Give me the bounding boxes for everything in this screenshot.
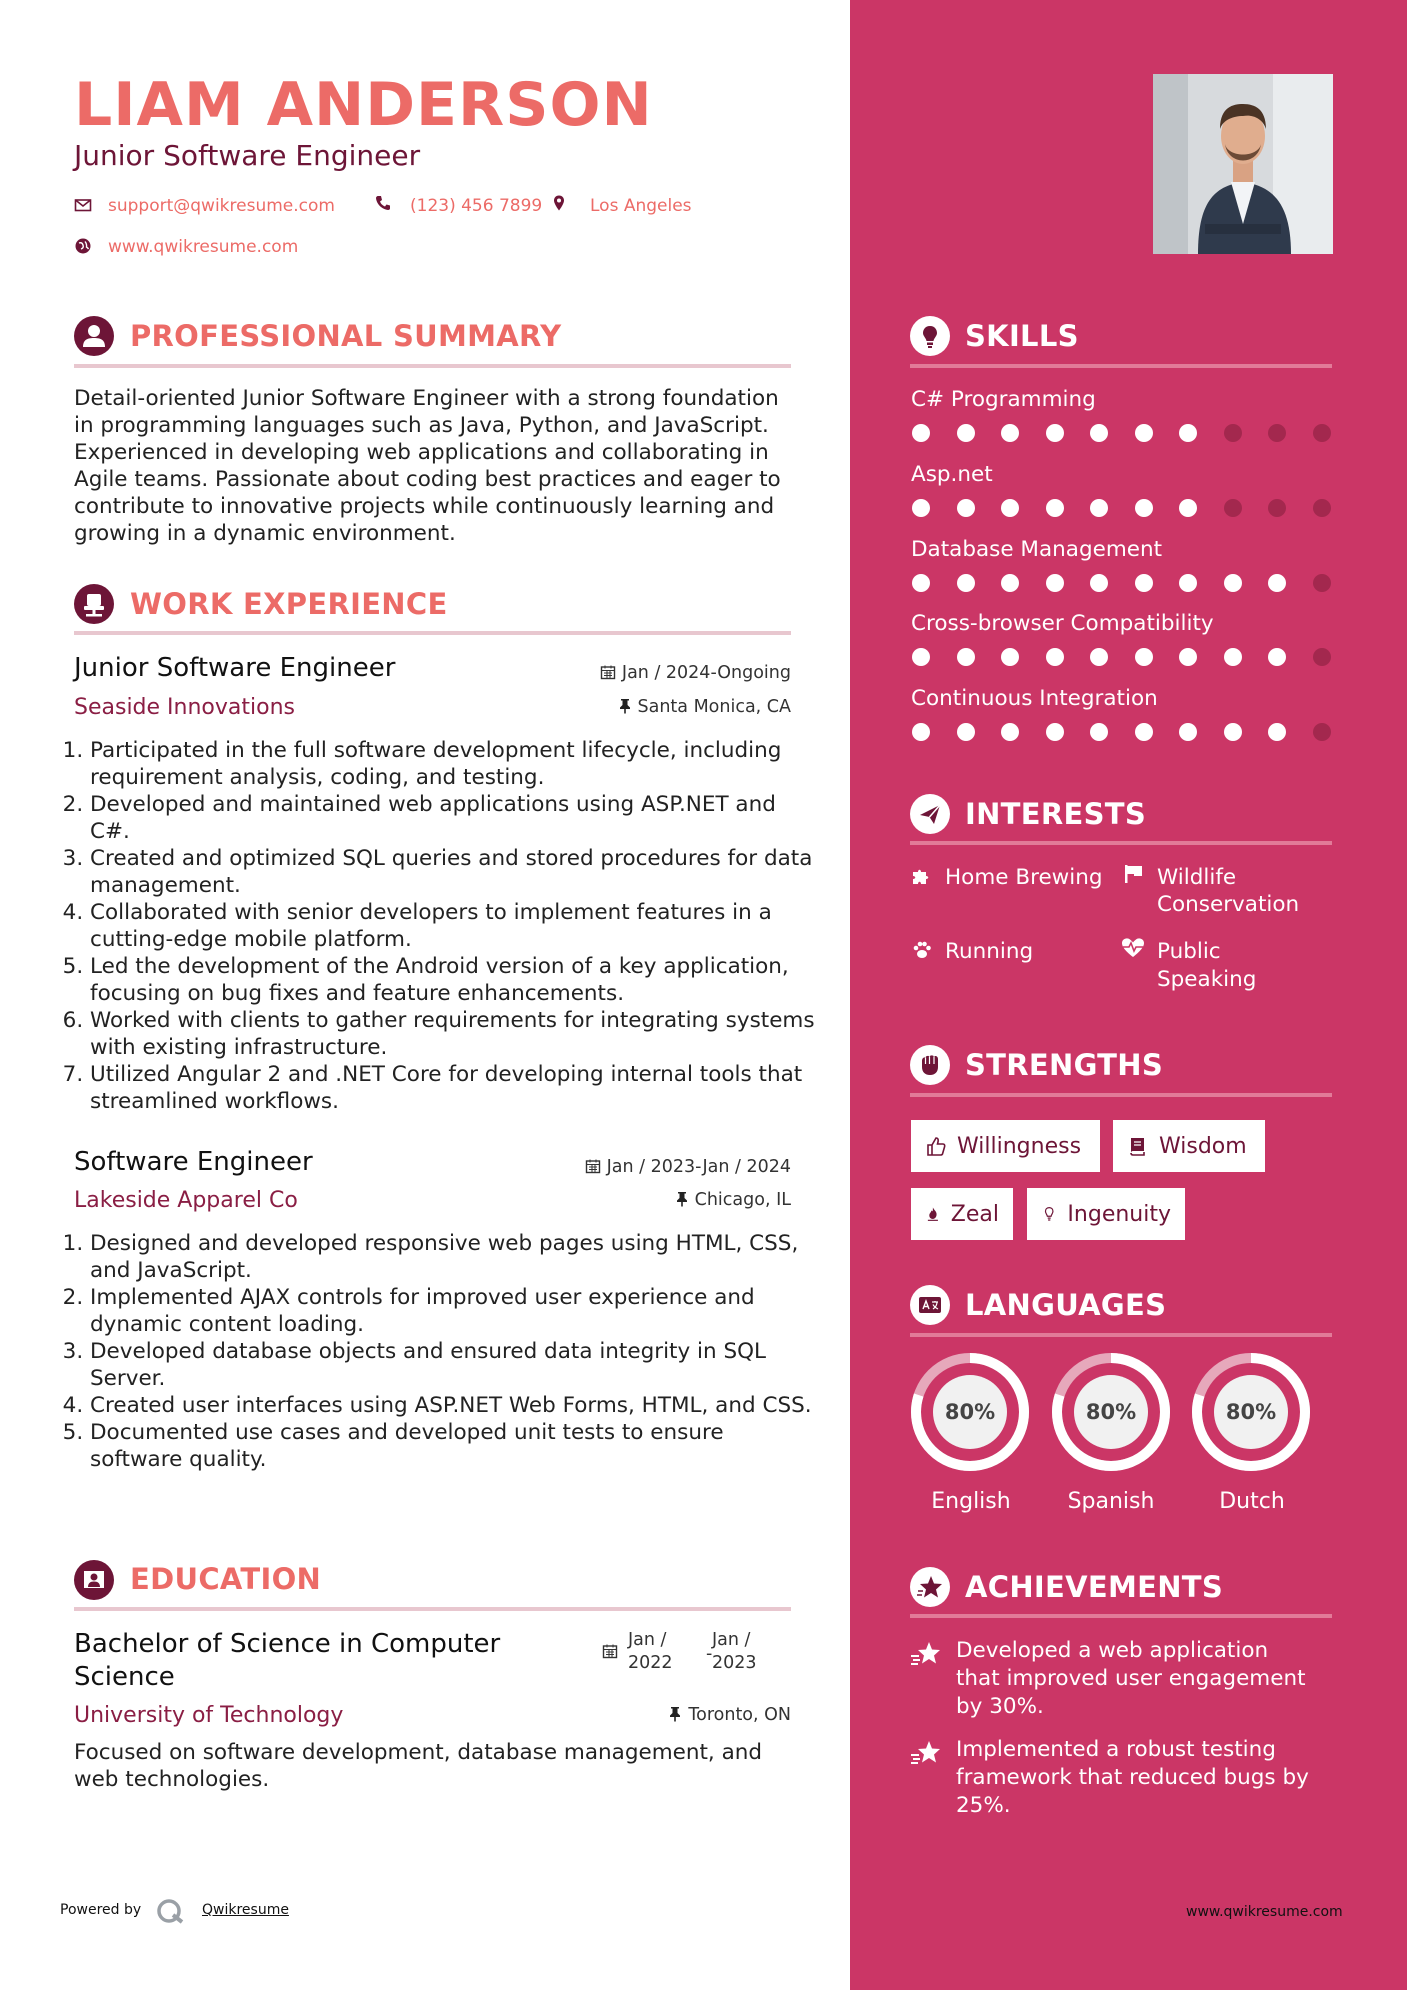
strength-tag bbox=[1113, 1120, 1265, 1172]
pushpin-icon bbox=[618, 698, 632, 714]
interest-label: Home Brewing bbox=[945, 865, 1103, 890]
skill-dot-filled bbox=[1135, 499, 1153, 517]
heartbeat-icon bbox=[1120, 936, 1146, 960]
edu-end-year: 2023 bbox=[712, 1653, 757, 1673]
interest-label: Wildlife bbox=[1157, 865, 1237, 890]
skill-dot-filled bbox=[1268, 574, 1286, 592]
experience-divider bbox=[74, 631, 791, 635]
footer-website[interactable]: www.qwikresume.com bbox=[1186, 1904, 1343, 1920]
skill-dot-filled bbox=[1179, 424, 1197, 442]
qwikresume-brand-link[interactable]: Qwikresume bbox=[202, 1902, 289, 1918]
skill-dot-filled bbox=[1268, 648, 1286, 666]
graduation-icon bbox=[74, 1560, 114, 1600]
achievement-text-cont: framework that reduced bugs by bbox=[956, 1765, 1309, 1790]
language-icon bbox=[910, 1285, 950, 1325]
envelope-icon bbox=[74, 196, 92, 214]
language-progress-ring bbox=[1190, 1351, 1312, 1473]
interests-heading: INTERESTS bbox=[965, 797, 1147, 831]
degree-title: Bachelor of Science in Computer bbox=[74, 1629, 501, 1659]
skill-name: C# Programming bbox=[911, 387, 1096, 412]
skill-dot-filled bbox=[1001, 424, 1019, 442]
school-location-text: Toronto, ON bbox=[688, 1705, 791, 1725]
skill-dot-filled bbox=[1090, 424, 1108, 442]
calendar-icon bbox=[602, 1643, 618, 1659]
language-percent: 80% bbox=[944, 1400, 996, 1424]
skill-dot-filled bbox=[1046, 648, 1064, 666]
edu-start-year: 2022 bbox=[628, 1653, 673, 1673]
flag-icon bbox=[1122, 862, 1146, 886]
paper-plane-icon bbox=[910, 794, 950, 834]
job-dates-text: Jan / 2024-Ongoing bbox=[621, 663, 791, 683]
school-name: University of Technology bbox=[74, 1703, 344, 1728]
education-heading: EDUCATION bbox=[130, 1562, 322, 1596]
language-name: English bbox=[931, 1489, 1011, 1514]
company-name: Seaside Innovations bbox=[74, 695, 295, 720]
fire-icon bbox=[925, 1203, 941, 1225]
strength-label: Ingenuity bbox=[1067, 1201, 1171, 1227]
skill-dot-filled bbox=[957, 723, 975, 741]
phone-icon bbox=[374, 194, 392, 212]
languages-heading: LANGUAGES bbox=[965, 1288, 1167, 1322]
location-text: Los Angeles bbox=[590, 196, 692, 216]
interest-label: Public bbox=[1157, 939, 1221, 964]
summary-divider bbox=[74, 364, 791, 368]
skill-dot-filled bbox=[1046, 499, 1064, 517]
interest-label-cont: Conservation bbox=[1157, 892, 1300, 917]
strength-label: Willingness bbox=[957, 1133, 1082, 1159]
skill-dot-filled bbox=[1179, 648, 1197, 666]
skill-dot-filled bbox=[1224, 574, 1242, 592]
skill-dot-filled bbox=[957, 648, 975, 666]
strength-tag bbox=[911, 1120, 1100, 1172]
skills-divider bbox=[910, 364, 1332, 368]
job-dates bbox=[585, 1156, 791, 1178]
skill-dot-filled bbox=[1179, 574, 1197, 592]
list-item: 6. Worked with clients to gather requirements for integrating systems with existing infrastructure. bbox=[90, 1007, 820, 1061]
candidate-name: LIAM ANDERSON bbox=[74, 70, 653, 140]
skill-dot-filled bbox=[1135, 648, 1153, 666]
degree-title-cont: Science bbox=[74, 1662, 175, 1692]
candidate-role: Junior Software Engineer bbox=[74, 139, 421, 172]
school-location bbox=[668, 1704, 791, 1726]
list-item: 5. Led the development of the Android version of a key application, focusing on bug fixes and feature enhancements. bbox=[90, 953, 820, 1007]
list-item: 7. Utilized Angular 2 and .NET Core for developing internal tools that streamlined workflows. bbox=[90, 1061, 820, 1115]
skill-dot-empty bbox=[1268, 499, 1286, 517]
lightbulb-icon bbox=[910, 316, 950, 356]
skill-dot-filled bbox=[1001, 648, 1019, 666]
skill-dot-filled bbox=[1224, 723, 1242, 741]
skill-dot-empty bbox=[1313, 424, 1331, 442]
job-responsibilities bbox=[70, 1230, 820, 1473]
skill-dot-empty bbox=[1313, 648, 1331, 666]
edu-end-month: Jan / bbox=[712, 1630, 751, 1650]
map-marker-icon bbox=[550, 194, 568, 212]
skill-dot-empty bbox=[1224, 499, 1242, 517]
skill-dot-filled bbox=[912, 574, 930, 592]
list-item: 1. Designed and developed responsive web pages using HTML, CSS, and JavaScript. bbox=[90, 1230, 820, 1284]
skill-dot-filled bbox=[957, 499, 975, 517]
skills-heading: SKILLS bbox=[965, 319, 1079, 353]
skill-dot-empty bbox=[1313, 499, 1331, 517]
book-icon bbox=[1127, 1135, 1149, 1157]
skill-dot-filled bbox=[1090, 648, 1108, 666]
skill-dot-filled bbox=[957, 574, 975, 592]
skill-dot-filled bbox=[1179, 723, 1197, 741]
job-location bbox=[618, 696, 792, 718]
pushpin-icon bbox=[675, 1191, 689, 1207]
skill-name: Asp.net bbox=[911, 462, 993, 487]
job-responsibilities bbox=[70, 737, 820, 1115]
language-name: Dutch bbox=[1219, 1489, 1285, 1514]
list-item: 3. Developed database objects and ensured data integrity in SQL Server. bbox=[90, 1338, 820, 1392]
profile-photo bbox=[1153, 74, 1333, 254]
lightbulb-icon bbox=[1041, 1203, 1057, 1225]
calendar-icon bbox=[600, 664, 616, 680]
skill-dot-filled bbox=[912, 723, 930, 741]
skill-dot-filled bbox=[1090, 723, 1108, 741]
language-name: Spanish bbox=[1067, 1489, 1155, 1514]
strength-label: Zeal bbox=[950, 1201, 999, 1227]
skill-name: Database Management bbox=[911, 537, 1163, 562]
skill-dot-filled bbox=[957, 424, 975, 442]
skill-dot-filled bbox=[1046, 424, 1064, 442]
pushpin-icon bbox=[668, 1706, 682, 1722]
job-dates-text: Jan / 2023-Jan / 2024 bbox=[606, 1157, 791, 1177]
edu-date-separator: - bbox=[706, 1644, 713, 1664]
job-dates bbox=[600, 662, 791, 684]
strengths-heading: STRENGTHS bbox=[965, 1048, 1164, 1082]
shooting-star-icon bbox=[910, 1739, 942, 1767]
skill-dot-empty bbox=[1313, 723, 1331, 741]
list-item: 4. Created user interfaces using ASP.NET Web Forms, HTML, and CSS. bbox=[90, 1392, 820, 1419]
achievements-divider bbox=[910, 1614, 1332, 1618]
skill-dot-filled bbox=[1001, 574, 1019, 592]
list-item: 2. Implemented AJAX controls for improved user experience and dynamic content loading. bbox=[90, 1284, 820, 1338]
language-progress-ring bbox=[909, 1351, 1031, 1473]
summary-text: Detail-oriented Junior Software Engineer with a strong foundation in programming languages such as Java, Python, and JavaScript. Experienced in developing web applications and collaborating in Agile teams. Passionate about coding best practices and eager to contribute to innovative projects while continuously learning and growing in a dynamic environment. bbox=[74, 386, 781, 546]
achievement-text-cont: 25%. bbox=[956, 1793, 1011, 1818]
skill-dot-empty bbox=[1224, 424, 1242, 442]
language-percent: 80% bbox=[1225, 1400, 1277, 1424]
skill-dot-filled bbox=[1046, 574, 1064, 592]
company-name: Lakeside Apparel Co bbox=[74, 1188, 298, 1213]
job-location bbox=[675, 1189, 791, 1211]
user-icon bbox=[74, 316, 114, 356]
skill-dot-filled bbox=[1135, 574, 1153, 592]
person-portrait-icon bbox=[1153, 74, 1333, 254]
achievements-heading: ACHIEVEMENTS bbox=[965, 1570, 1224, 1604]
globe-icon bbox=[74, 237, 92, 255]
experience-heading: WORK EXPERIENCE bbox=[130, 587, 448, 621]
skill-dot-filled bbox=[1224, 648, 1242, 666]
skill-dot-filled bbox=[1179, 499, 1197, 517]
job-location-text: Chicago, IL bbox=[694, 1190, 791, 1210]
list-item: 2. Developed and maintained web applications using ASP.NET and C#. bbox=[90, 791, 820, 845]
skill-dot-filled bbox=[1090, 574, 1108, 592]
achievement-text: Developed a web application bbox=[956, 1638, 1269, 1663]
list-item: 4. Collaborated with senior developers to implement features in a cutting-edge mobile platform. bbox=[90, 899, 820, 953]
job-location-text: Santa Monica, CA bbox=[637, 697, 791, 717]
language-progress-ring bbox=[1050, 1351, 1172, 1473]
skill-dot-empty bbox=[1268, 424, 1286, 442]
skill-dot-empty bbox=[1313, 574, 1331, 592]
achievement-text: Implemented a robust testing bbox=[956, 1737, 1276, 1762]
skill-dot-filled bbox=[912, 648, 930, 666]
summary-heading: PROFESSIONAL SUMMARY bbox=[130, 319, 562, 353]
skill-dot-filled bbox=[1090, 499, 1108, 517]
skill-dot-filled bbox=[1001, 499, 1019, 517]
skill-dot-filled bbox=[1135, 424, 1153, 442]
skill-name: Cross-browser Compatibility bbox=[911, 611, 1214, 636]
paw-icon bbox=[910, 938, 934, 962]
phone-number[interactable]: (123) 456 7899 bbox=[410, 196, 543, 216]
job-title: Software Engineer bbox=[74, 1147, 313, 1177]
strengths-divider bbox=[910, 1093, 1332, 1097]
shooting-star-icon bbox=[910, 1640, 942, 1668]
star-badge-icon bbox=[910, 1567, 950, 1607]
powered-by-label: Powered by bbox=[60, 1902, 142, 1918]
puzzle-icon bbox=[910, 864, 934, 888]
list-item: 5. Documented use cases and developed unit tests to ensure software quality. bbox=[90, 1419, 820, 1473]
office-chair-icon bbox=[74, 584, 114, 624]
skill-dot-filled bbox=[912, 424, 930, 442]
calendar-icon bbox=[585, 1158, 601, 1174]
email-link[interactable]: support@qwikresume.com bbox=[108, 196, 335, 216]
skill-dot-filled bbox=[1046, 723, 1064, 741]
education-divider bbox=[74, 1607, 791, 1611]
skill-dot-filled bbox=[912, 499, 930, 517]
job-title: Junior Software Engineer bbox=[74, 653, 396, 683]
strength-tag bbox=[911, 1188, 1013, 1240]
edu-start-month: Jan / bbox=[628, 1630, 667, 1650]
interests-divider bbox=[910, 841, 1332, 845]
skill-dot-filled bbox=[1001, 723, 1019, 741]
fist-icon bbox=[910, 1045, 950, 1085]
achievement-text-cont: that improved user engagement bbox=[956, 1666, 1306, 1691]
interest-label-cont: Speaking bbox=[1157, 967, 1257, 992]
powered-by bbox=[60, 1902, 141, 1918]
strength-label: Wisdom bbox=[1159, 1133, 1247, 1159]
education-description: Focused on software development, database management, and web technologies. bbox=[74, 1740, 763, 1792]
thumbs-up-icon bbox=[925, 1135, 947, 1157]
achievement-text-cont: by 30%. bbox=[956, 1694, 1044, 1719]
list-item: 1. Participated in the full software development lifecycle, including requirement analysis, coding, and testing. bbox=[90, 737, 820, 791]
interest-label: Running bbox=[945, 939, 1034, 964]
language-percent: 80% bbox=[1085, 1400, 1137, 1424]
qwikresume-logo-icon bbox=[156, 1898, 188, 1924]
list-item: 3. Created and optimized SQL queries and stored procedures for data management. bbox=[90, 845, 820, 899]
strength-tag bbox=[1027, 1188, 1185, 1240]
languages-divider bbox=[910, 1333, 1332, 1337]
skill-name: Continuous Integration bbox=[911, 686, 1158, 711]
skill-dot-filled bbox=[1135, 723, 1153, 741]
website-link[interactable]: www.qwikresume.com bbox=[108, 237, 299, 257]
skill-dot-filled bbox=[1268, 723, 1286, 741]
